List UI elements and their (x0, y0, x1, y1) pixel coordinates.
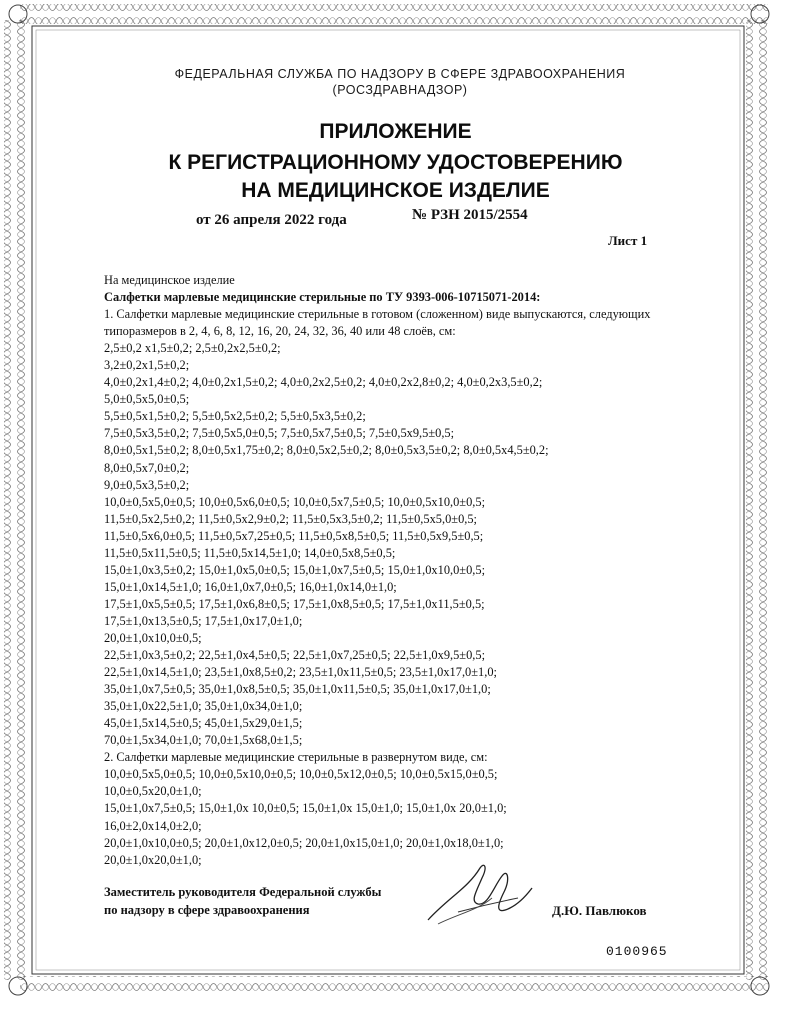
document-title-line1: ПРИЛОЖЕНИЕ (319, 120, 472, 143)
size-line: 5,5±0,5х1,5±0,2; 5,5±0,5х2,5±0,2; 5,5±0,5х3,5±0,2; (104, 409, 366, 424)
size-line: 5,0±0,5х5,0±0,5; (104, 392, 190, 407)
signatory-position-line1: Заместитель руководителя Федеральной службы (104, 885, 382, 899)
item1-intro: 1. Салфетки марлевые медицинские стерильные в готовом (сложенном) виде выпускаются, следующих типоразмеров в 2, 4, 6, 8, 12, 16, 20, 24, 32, 36, 40 или 48 слоёв, см: (104, 307, 651, 339)
issue-date: от 26 апреля 2022 года (196, 212, 347, 228)
size-line: 11,5±0,5х11,5±0,5; 11,5±0,5х14,5±1,0; 14,0±0,5х8,5±0,5; (104, 545, 396, 560)
form-serial-number: 0100965 (606, 944, 668, 959)
product-name: Салфетки марлевые медицинские стерильные по ТУ 9393-006-10715071-2014: (104, 290, 541, 305)
signatory-name: Д.Ю. Павлюков (552, 903, 647, 918)
handwritten-signature (418, 858, 538, 928)
item1-size-list (104, 340, 664, 749)
size-line: 17,5±1,0х13,5±0,5; 17,5±1,0х17,0±1,0; (104, 613, 303, 628)
document-title-line2: К РЕГИСТРАЦИОННОМУ УДОСТОВЕРЕНИЮ (168, 151, 623, 174)
agency-abbreviation: (РОСЗДРАВНАДЗОР) (332, 83, 468, 97)
size-line: 17,5±1,0х5,5±0,5; 17,5±1,0х6,8±0,5; 17,5±1,0х8,5±0,5; 17,5±1,0х11,5±0,5; (104, 596, 485, 611)
size-line: 10,0±0,5х20,0±1,0; (104, 784, 202, 799)
size-line: 11,5±0,5х2,5±0,2; 11,5±0,5х2,9±0,2; 11,5±0,5х3,5±0,2; 11,5±0,5х5,0±0,5; (104, 511, 477, 526)
size-line: 35,0±1,0х22,5±1,0; 35,0±1,0х34,0±1,0; (104, 699, 303, 714)
size-line: 8,0±0,5х1,5±0,2; 8,0±0,5х1,75±0,2; 8,0±0,5х2,5±0,2; 8,0±0,5х3,5±0,2; 8,0±0,5х4,5±0,2; (104, 443, 549, 458)
size-line: 16,0±2,0х14,0±2,0; (104, 818, 202, 833)
item2-size-list (104, 766, 664, 868)
size-line: 3,2±0,2х1,5±0,2; (104, 358, 190, 373)
size-line: 10,0±0,5х5,0±0,5; 10,0±0,5х10,0±0,5; 10,0±0,5х12,0±0,5; 10,0±0,5х15,0±0,5; (104, 767, 498, 782)
intro-text: На медицинское изделие (104, 273, 235, 287)
size-line: 15,0±1,0х14,5±1,0; 16,0±1,0х7,0±0,5; 16,0±1,0х14,0±1,0; (104, 579, 397, 594)
size-line: 35,0±1,0х7,5±0,5; 35,0±1,0х8,5±0,5; 35,0±1,0х11,5±0,5; 35,0±1,0х17,0±1,0; (104, 682, 491, 697)
size-line: 20,0±1,0х10,0±0,5; 20,0±1,0х12,0±0,5; 20,0±1,0х15,0±1,0; 20,0±1,0х18,0±1,0; (104, 835, 504, 850)
size-line: 10,0±0,5х5,0±0,5; 10,0±0,5х6,0±0,5; 10,0±0,5х7,5±0,5; 10,0±0,5х10,0±0,5; (104, 494, 486, 509)
document-body (104, 272, 664, 869)
size-line: 22,5±1,0х14,5±1,0; 23,5±1,0х8,5±0,2; 23,5±1,0х11,5±0,5; 23,5±1,0х17,0±1,0; (104, 665, 497, 680)
size-line: 4,0±0,2х1,4±0,2; 4,0±0,2х1,5±0,2; 4,0±0,2х2,5±0,2; 4,0±0,2х2,8±0,2; 4,0±0,2х3,5±0,2; (104, 375, 543, 390)
size-line: 11,5±0,5х6,0±0,5; 11,5±0,5х7,25±0,5; 11,5±0,5х8,5±0,5; 11,5±0,5х9,5±0,5; (104, 528, 484, 543)
registration-number: № РЗН 2015/2554 (412, 207, 528, 223)
size-line: 20,0±1,0х10,0±0,5; (104, 630, 202, 645)
size-line: 8,0±0,5х7,0±0,2; (104, 460, 190, 475)
size-line: 2,5±0,2 х1,5±0,2; 2,5±0,2х2,5±0,2; (104, 341, 281, 356)
size-line: 9,0±0,5х3,5±0,2; (104, 477, 190, 492)
item2-intro: 2. Салфетки марлевые медицинские стерильные в развернутом виде, см: (104, 750, 488, 765)
size-line: 70,0±1,5х34,0±1,0; 70,0±1,5х68,0±1,5; (104, 733, 303, 748)
size-line: 20,0±1,0х20,0±1,0; (104, 852, 202, 867)
agency-name: ФЕДЕРАЛЬНАЯ СЛУЖБА ПО НАДЗОРУ В СФЕРЕ ЗДРАВООХРАНЕНИЯ (174, 67, 626, 81)
size-line: 22,5±1,0х3,5±0,2; 22,5±1,0х4,5±0,5; 22,5±1,0х7,25±0,5; 22,5±1,0х9,5±0,5; (104, 648, 486, 663)
signatory-position-line2: по надзору в сфере здравоохранения (104, 903, 310, 917)
sheet-number: Лист 1 (608, 233, 648, 248)
document-title-line3: НА МЕДИЦИНСКОЕ ИЗДЕЛИЕ (241, 179, 550, 202)
size-line: 7,5±0,5х3,5±0,2; 7,5±0,5х5,0±0,5; 7,5±0,5х7,5±0,5; 7,5±0,5х9,5±0,5; (104, 426, 455, 441)
size-line: 15,0±1,0х7,5±0,5; 15,0±1,0х 10,0±0,5; 15,0±1,0х 15,0±1,0; 15,0±1,0х 20,0±1,0; (104, 801, 507, 816)
size-line: 15,0±1,0х3,5±0,2; 15,0±1,0х5,0±0,5; 15,0±1,0х7,5±0,5; 15,0±1,0х10,0±0,5; (104, 562, 486, 577)
size-line: 45,0±1,5х14,5±0,5; 45,0±1,5х29,0±1,5; (104, 716, 303, 731)
